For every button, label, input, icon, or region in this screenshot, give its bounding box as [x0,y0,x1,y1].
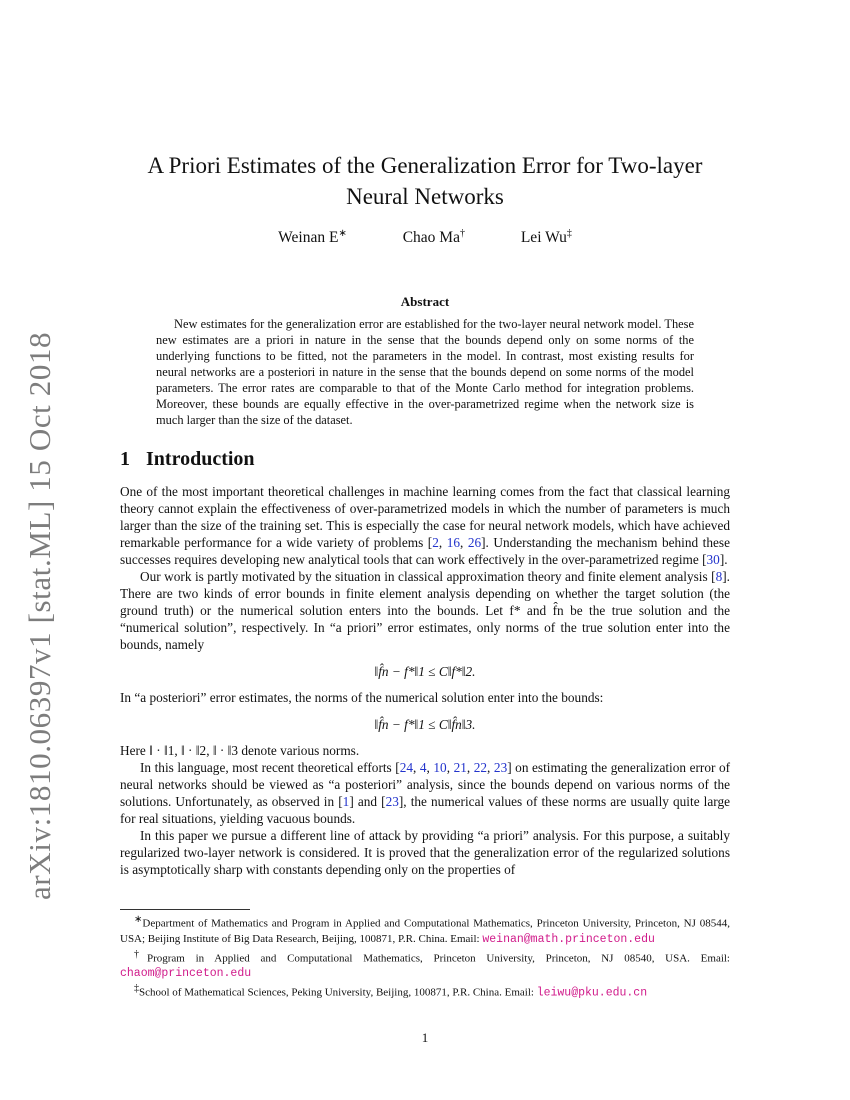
author-weinan-e: Weinan E∗ [278,228,347,247]
citation-link[interactable]: 16 [446,535,460,550]
email-link[interactable]: weinan@math.princeton.edu [482,932,655,946]
paragraph-6: In this paper we pursue a different line of attack by providing “a priori” analysis. For this purpose, a suitably regularized two-layer network is considered. It is proved that the generalization error of the regularized solutions is asymptotically sharp with constants depending only on the properties of [120,828,730,877]
abstract-heading: Abstract [400,294,450,309]
citation-link[interactable]: 23 [493,760,508,775]
author-list [0,228,850,247]
title-line-2: Neural Networks [346,184,504,209]
citation-link[interactable]: 30 [706,552,720,567]
footnote-divider [120,909,250,910]
section-title: Introduction [146,448,255,470]
author-chao-ma: Chao Ma† [402,228,465,247]
title-line-1: A Priori Estimates of the Generalization Error for Two-layer [147,153,703,178]
footnote-3: ‡School of Mathematical Sciences, Peking University, Beijing, 100871, P.R. China. Email: leiwu@pku.edu.cn [134,983,648,1000]
section-number: 1 [120,448,130,470]
footnote-1: ∗Department of Mathematics and Program in Applied and Computational Mathematics, Princeton University, Princeton, NJ 08544, USA; Beijing Institute of Big Data Research, Beijing, 100871, P.R. China. Email: weinan@math.princeton.edu [120,914,730,946]
section-heading-introduction [120,448,255,471]
citation-link[interactable]: 22 [473,760,488,775]
citation-link[interactable]: 4 [419,760,427,775]
citation-link[interactable]: 21 [453,760,467,775]
paragraph-4: Here ‖ · ‖1, ‖ · ‖2, ‖ · ‖3 denote various norms. [120,743,360,758]
paragraph-5: In this language, most recent theoretical efforts [24, 4, 10, 21, 22, 23] on estimating the generalization error of neural networks should be viewed as “a posteriori” analysis, since the bounds depend on various norms of the solutions. Unfortunately, as observed in [1] and [23], the numerical values of these norms are usually quite large for real situations, yielding vacuous bounds. [120,760,731,826]
paragraph-1: One of the most important theoretical challenges in machine learning comes from the fact that classical learning theory cannot explain the effectiveness of over-parametrized models in which the number of parameters is much larger than the size of the training set. This is especially the case for neural network models, which have achieved remarkable performance for a wide variety of problems [2, 16, 26]. Understanding the mechanism behind these successes requires developing new analytical tools that can work effectively in the over-parametrized regime [30]. [120,484,731,567]
equation-a-posteriori: ‖f̂n − f*‖1 ≤ C‖f̂n‖3. [374,717,476,732]
author-lei-wu: Lei Wu‡ [520,228,572,247]
email-link[interactable]: chaom@princeton.edu [120,967,252,981]
citation-link[interactable]: 8 [715,569,723,584]
paragraph-3: In “a posteriori” error estimates, the norms of the numerical solution enter into the bounds: [120,690,604,705]
footnote-2: †Program in Applied and Computational Mathematics, Princeton University, Princeton, NJ 08540, USA. Email: chaom@princeton.edu [120,948,730,981]
email-link[interactable]: leiwu@pku.edu.cn [536,986,648,1000]
introduction-body [120,483,730,878]
citation-link[interactable]: 24 [399,760,413,775]
citation-link[interactable]: 26 [467,535,482,550]
equation-a-priori: ‖f̂n − f*‖1 ≤ C‖f*‖2. [374,664,476,679]
abstract-text: New estimates for the generalization error are established for the two-layer neural network model. These new estimates are a priori in nature in the sense that the bounds depend only on some norms of the underlying functions to be fitted, not the parameters in the model. In contrast, most existing results for neural networks are a posteriori in nature in the sense that the bounds depend on some norms of the model parameters. The error rates are comparable to that of the Monte Carlo method for integration problems. Moreover, these bounds are equally effective in the over-parametrized regime when the network size is much larger than the size of the dataset. [156,317,694,427]
paper-title [0,150,850,212]
citation-link[interactable]: 1 [342,794,350,809]
arxiv-identifier-stamp: arXiv:1810.06397v1 [stat.ML] 15 Oct 2018 [22,331,57,900]
page-number: 1 [421,1030,429,1045]
citation-link[interactable]: 2 [432,535,439,550]
citation-link[interactable]: 10 [433,760,447,775]
paragraph-2: Our work is partly motivated by the situation in classical approximation theory and finite element analysis [8]. There are two kinds of error bounds in finite element analysis depending on whether the target solution (the ground truth) or the numerical solution enters into the bounds. Let f* and f̂n be the true solution and the “numerical solution”, respectively. In “a priori” error estimates, only norms of the true solution enter into the bounds, namely [120,569,730,652]
footnotes [120,912,730,1001]
citation-link[interactable]: 23 [385,794,399,809]
